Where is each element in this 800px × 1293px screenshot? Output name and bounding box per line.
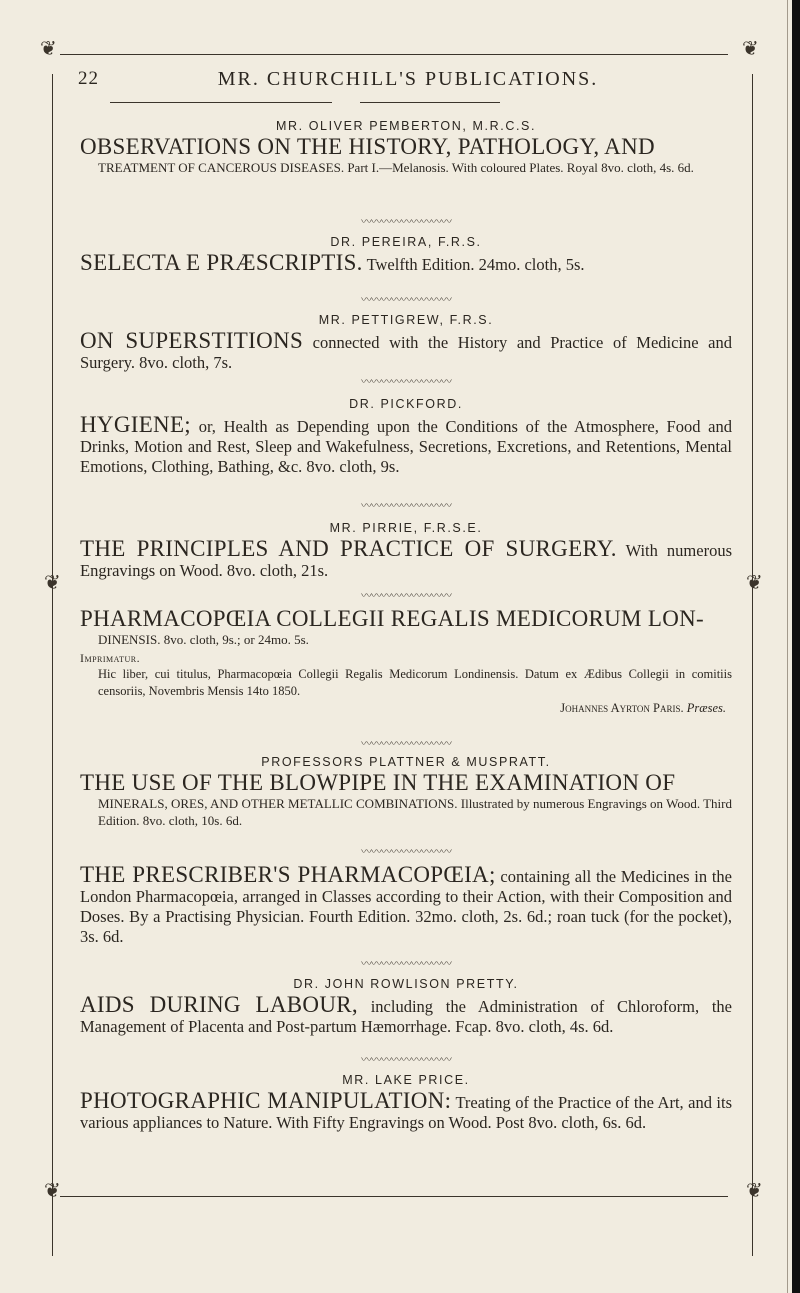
entry-title-line: [80, 412, 733, 477]
divider: 〰〰〰〰〰〰〰〰〰: [361, 500, 451, 512]
entry-title-line: [80, 1088, 732, 1133]
entry-author: DR. PICKFORD.: [349, 397, 463, 411]
entry-title: THE PRESCRIBER'S PHARMACOPŒIA;: [80, 862, 496, 887]
entry-title: PHARMACOPŒIA COLLEGII REGALIS MEDICORUM LON-: [80, 606, 704, 631]
entry-pickford: [80, 396, 732, 477]
entry-title: THE PRINCIPLES AND PRACTICE OF SURGERY.: [80, 536, 617, 561]
top-right-ornament: ❦: [742, 38, 759, 60]
entry-title-line: [80, 328, 732, 373]
divider: 〰〰〰〰〰〰〰〰〰: [361, 376, 451, 388]
entry-details: including the Administration of Chloroform, the Management of Placenta and Post-partum Hæmorrhage. Fcap. 8vo. cloth, 4s. 6d.: [80, 997, 732, 1036]
entry-details: or, Health as Depending upon the Conditions of the Atmosphere, Food and Drinks, Motion and Rest, Sleep and Wakefulness, Secretions, Excretions, and Retentions, Mental Emotions, Clothing, Bathing, &c. 8vo. cloth, 9s.: [80, 417, 733, 476]
entry-details: TREATMENT OF CANCEROUS DISEASES. Part I.—Melanosis. With coloured Plates. Royal 8vo. cloth, 4s. 6d.: [98, 160, 694, 175]
entry-title: SELECTA E PRÆSCRIPTIS.: [80, 250, 363, 275]
top-border-rule: [60, 54, 728, 55]
entry-title: OBSERVATIONS ON THE HISTORY, PATHOLOGY, AND: [80, 134, 655, 159]
left-mid-ornament: ❦: [44, 572, 61, 594]
header-subrule: [110, 102, 332, 103]
entry-prescribers-pharmacopoeia: [80, 862, 732, 947]
bottom-border-rule: [60, 1196, 728, 1197]
entry-details: DINENSIS. 8vo. cloth, 9s.; or 24mo. 5s.: [98, 632, 309, 647]
signature-role: Præses.: [686, 701, 726, 715]
entry-details: MINERALS, ORES, AND OTHER METALLIC COMBINATIONS. Illustrated by numerous Engravings on Wood. Third Edition. 8vo. cloth, 10s. 6d.: [98, 796, 732, 828]
entry-details: containing all the Medicines in the London Pharmacopœia, arranged in Classes according to their Action, with their Composition and Doses. By a Practising Physician. Fourth Edition. 32mo. cloth, 2s. 6d.; roan tuck (for the pocket), 3s. 6d.: [80, 867, 732, 946]
entry-title: AIDS DURING LABOUR,: [80, 992, 358, 1017]
entry-details: With numerous Engravings on Wood. 8vo. cloth, 21s.: [80, 541, 733, 580]
entry-author: MR. OLIVER PEMBERTON, M.R.C.S.: [275, 119, 537, 133]
imprimatur-text: Hic liber, cui titulus, Pharmacopœia Collegii Regalis Medicorum Londinensis. Datum ex Ædibus Collegii in comitiis censoriis, Novembris Mensis 14to 1850.: [98, 667, 732, 698]
divider: 〰〰〰〰〰〰〰〰〰: [361, 216, 451, 228]
left-border-rule: [52, 74, 53, 1256]
header-subrule-right: [360, 102, 500, 103]
entry-pharmacopoeia: [80, 606, 732, 717]
entry-author: DR. JOHN ROWLISON PRETTY.: [293, 977, 519, 991]
divider: 〰〰〰〰〰〰〰〰〰: [361, 294, 451, 306]
entry-title-line: [80, 992, 732, 1037]
entry-title: ON SUPERSTITIONS: [80, 328, 304, 353]
divider: 〰〰〰〰〰〰〰〰〰: [361, 846, 451, 858]
entry-pretty: [80, 976, 732, 1037]
entry-details: Twelfth Edition. 24mo. cloth, 5s.: [366, 255, 585, 274]
top-left-ornament: ❦: [40, 38, 57, 60]
entry-author: MR. LAKE PRICE.: [342, 1073, 470, 1087]
divider: 〰〰〰〰〰〰〰〰〰: [361, 958, 451, 970]
entry-title: PHOTOGRAPHIC MANIPULATION:: [80, 1088, 452, 1113]
entry-title: HYGIENE;: [80, 412, 191, 437]
entry-details: Treating of the Practice of the Art, and its various appliances to Nature. With Fifty Engravings on Wood. Post 8vo. cloth, 6s. 6d.: [80, 1093, 732, 1132]
entry-title-line: [80, 606, 732, 631]
right-low-ornament: ❦: [746, 1180, 763, 1202]
entry-title-line: [80, 250, 732, 275]
page-edge-shadow: [787, 0, 788, 1293]
scan-black-edge: [792, 0, 800, 1293]
entry-title-line: [80, 134, 732, 159]
divider: 〰〰〰〰〰〰〰〰〰: [361, 738, 451, 750]
entry-title-line: [80, 862, 732, 947]
entry-title-line: [80, 770, 732, 795]
page-number: 22: [78, 68, 99, 89]
imprimatur-label: Imprimatur.: [80, 651, 141, 665]
entry-plattner-muspratt: [80, 754, 732, 829]
entry-pereira: [80, 234, 732, 275]
right-border-rule: [752, 74, 753, 1256]
entry-author: MR. PETTIGREW, F.R.S.: [318, 313, 494, 327]
entry-title: THE USE OF THE BLOWPIPE IN THE EXAMINATION OF: [80, 770, 676, 795]
entry-author: DR. PEREIRA, F.R.S.: [330, 235, 482, 249]
entry-author: MR. PIRRIE, F.R.S.E.: [329, 521, 483, 535]
divider: 〰〰〰〰〰〰〰〰〰: [361, 1054, 451, 1066]
entry-pirrie: [80, 520, 732, 581]
entry-title-line: [80, 536, 733, 581]
entry-author: PROFESSORS PLATTNER & MUSPRATT.: [261, 755, 551, 769]
right-mid-ornament: ❦: [746, 572, 763, 594]
entry-pemberton: [80, 118, 732, 176]
left-low-ornament: ❦: [44, 1180, 61, 1202]
entry-pettigrew: [80, 312, 732, 373]
entry-lake-price: [80, 1072, 732, 1133]
entry-details: connected with the History and Practice of Medicine and Surgery. 8vo. cloth, 7s.: [80, 333, 732, 372]
signature: [80, 700, 726, 717]
divider: 〰〰〰〰〰〰〰〰〰: [361, 590, 451, 602]
running-title: MR. CHURCHILL'S PUBLICATIONS.: [217, 68, 599, 90]
signature-name: Johannes Ayrton Paris.: [560, 701, 684, 715]
